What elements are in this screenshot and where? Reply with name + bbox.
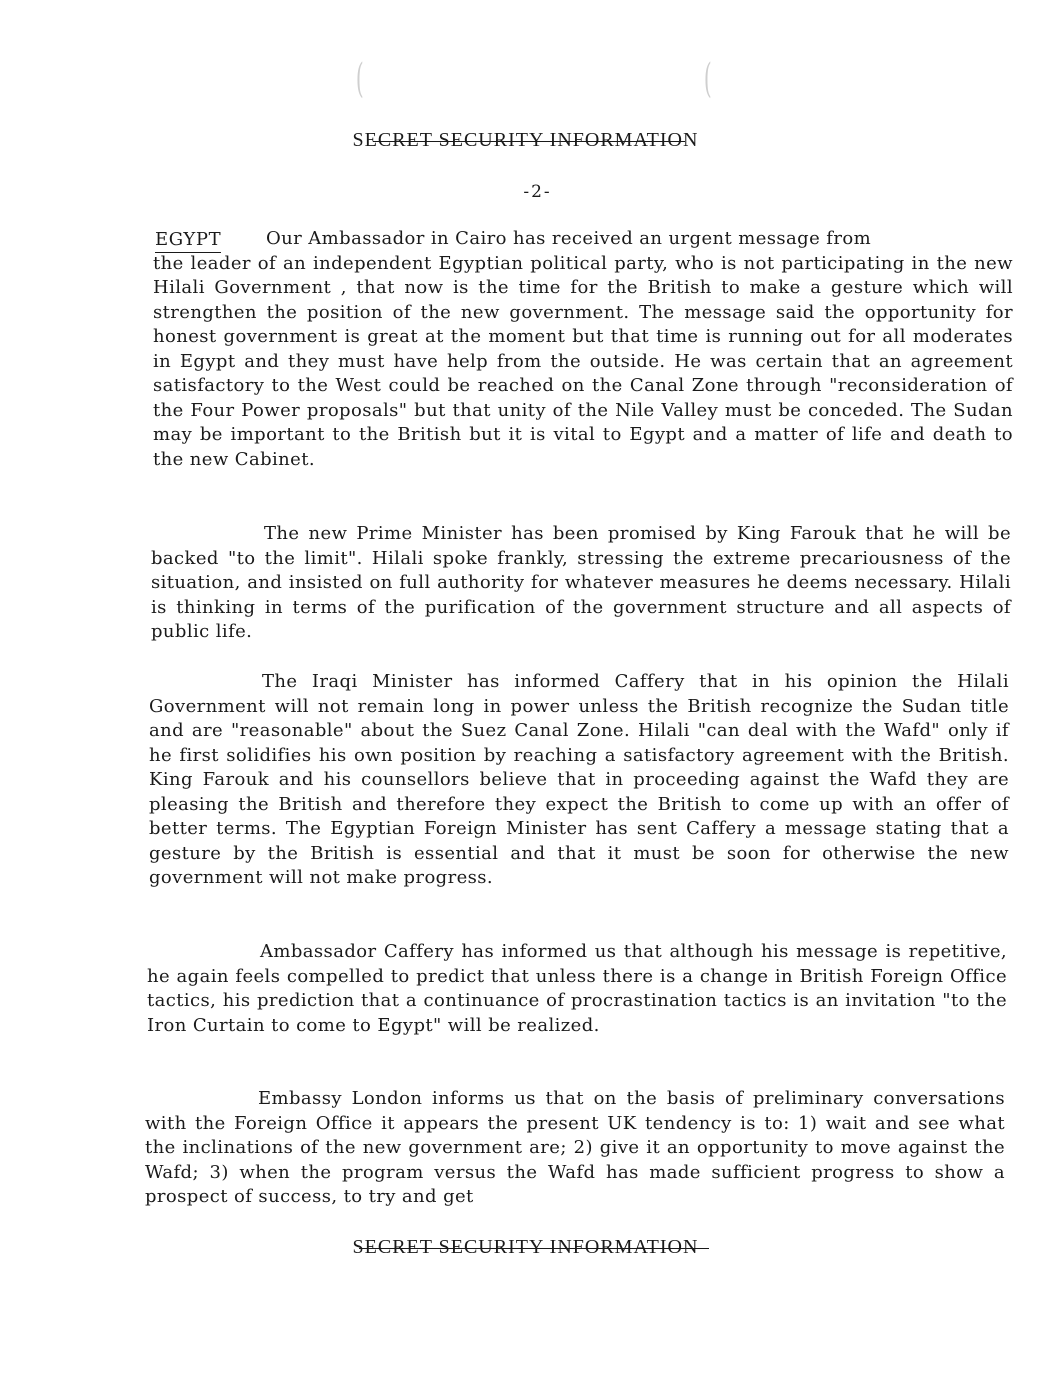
paragraph-5: Embassy London informs us that on the basis of preliminary conversations with the Foreign Office it appears the present UK tendency is to: 1) wait and see what the inclinations of the new government are; 2) give it an opportunity to move against the Wafd; 3) when the program versus the Wafd has made sufficient progress to show a prospect of success, to try and get xyxy=(145,1088,1005,1207)
paragraph-4: Ambassador Caffery has informed us that although his message is repetitive, he again feels compelled to predict that unless there is a change in British Foreign Office tactics, his prediction that a continuance of procrastination tactics is an invitation "to the Iron Curtain to come to Egypt" will be realized. xyxy=(147,941,1007,1036)
strikethrough-line xyxy=(359,1248,708,1249)
page-number: -2- xyxy=(523,182,552,202)
footer-classification xyxy=(0,1236,1043,1259)
footer-classification-text: SECRET SECURITY INFORMATION xyxy=(353,1236,699,1259)
paragraph-1-body: the leader of an independent Egyptian political party, who is not participating in the new Hilali Government , that now is the time for the British to make a gesture which will strengthen the position of the new government. The message said the opportunity for honest government is great at the moment but that time is running out for all moderates in Egypt and they must have help from the outside. He was certain that an agreement satisfactory to the West could be reached on the Canal Zone through "reconsideration of the Four Power proposals" but that unity of the Nile Valley must be conceded. The Sudan may be important to the British but it is vital to Egypt and a matter of life and death to the new Cabinet. xyxy=(153,252,1013,470)
header-classification xyxy=(0,129,1043,152)
section-label-egypt: EGYPT xyxy=(155,227,221,253)
hole-punch-mark-right: ( xyxy=(703,56,712,102)
strikethrough-line xyxy=(373,141,684,142)
paragraph-2: The new Prime Minister has been promised by King Farouk that he will be backed "to the limit". Hilali spoke frankly, stressing the extreme precariousness of the situation, and insisted on full authority for whatever measures he deems necessary. Hilali is thinking in terms of the purification of the government structure and all aspects of public life. xyxy=(151,523,1011,642)
paragraph-1-lead: Our Ambassador in Cairo has received an urgent message from xyxy=(266,228,872,249)
header-classification-text: SECRET SECURITY INFORMATION xyxy=(352,129,699,151)
paragraph-3: The Iraqi Minister has informed Caffery that in his opinion the Hilali Government will not remain long in power unless the British recognize the Sudan title and are "reasonable" about the Suez Canal Zone. Hilali "can deal with the Wafd" only if he first solidifies his own position by reaching a satisfactory agreement with the British. King Farouk and his counsellors believe that in proceeding against the Wafd they are pleasing the British and therefore they expect the British to come up with an offer of better terms. The Egyptian Foreign Minister has sent Caffery a message stating that a gesture by the British is essential and that it must be soon for otherwise the new government will not make progress. xyxy=(149,671,1009,888)
hole-punch-mark-left: ( xyxy=(355,56,364,102)
paragraph-1 xyxy=(153,227,1013,472)
